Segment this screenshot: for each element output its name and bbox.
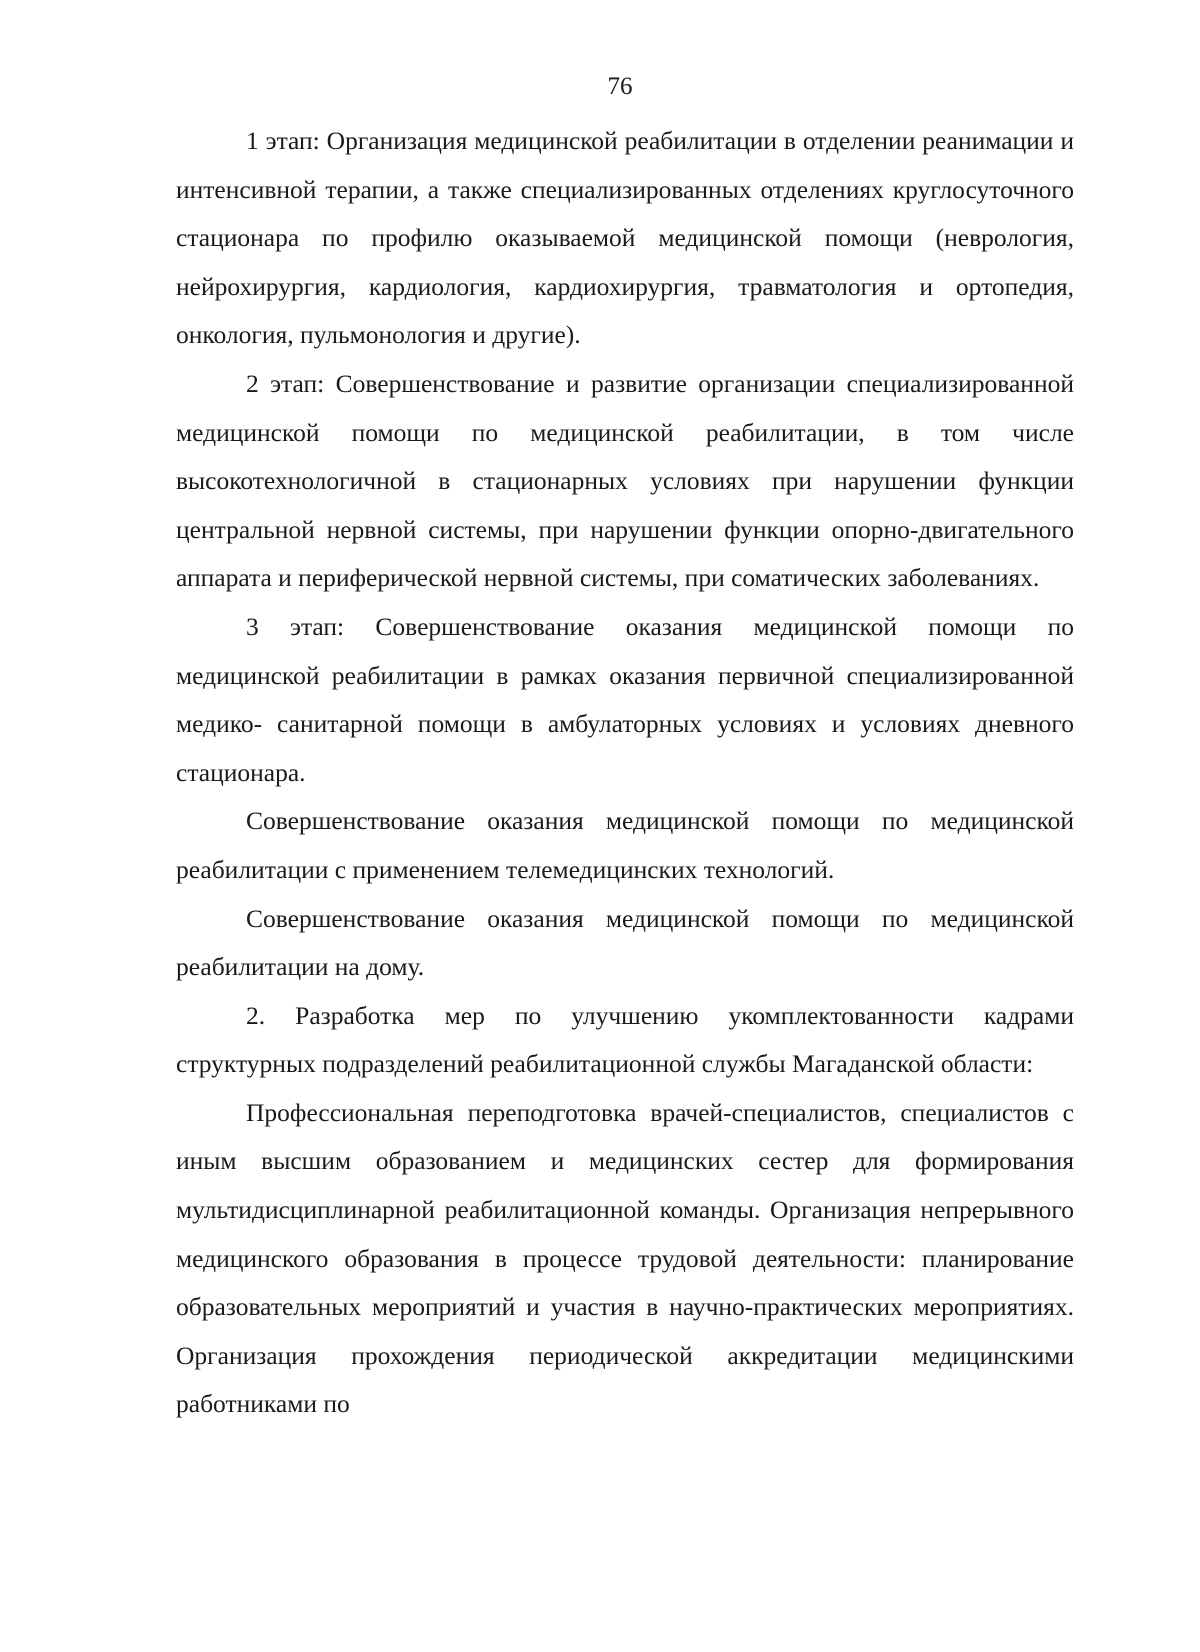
document-body (176, 117, 1074, 1429)
paragraph-professional-training: Профессиональная переподготовка врачей-специалистов, специалистов с иным высшим образованием и медицинских сестер для формирования мультидисциплинарной реабилитационной команды. Организация непрерывного медицинского образования в процессе трудовой деятельности: планирование образовательных мероприятий и участия в научно-практических мероприятиях. Организация прохождения периодической аккредитации медицинскими работниками по (176, 1097, 1074, 1419)
paragraph-stage-1: 1 этап: Организация медицинской реабилитации в отделении реанимации и интенсивной терапии, а также специализированных отделениях круглосуточного стационара по профилю оказываемой медицинской помощи (неврология, нейрохирургия, кардиология, кардиохирургия, травматология и ортопедия, онкология, пульмонология и другие). (176, 126, 1074, 350)
paragraph-stage-2: 2 этап: Совершенствование и развитие организации специализированной медицинской помощи по медицинской реабилитации, в том числе высокотехнологичной в стационарных условиях при нарушении функции центральной нервной системы, при нарушении функции опорно-двигательного аппарата и периферической нервной системы, при соматических заболеваниях. (176, 368, 1074, 593)
paragraph-staffing-measures: 2. Разработка мер по улучшению укомплектованности кадрами структурных подразделений реабилитационной службы Магаданской области: (176, 1000, 1074, 1079)
page-number: 76 (607, 73, 633, 100)
paragraph-home-rehabilitation: Совершенствование оказания медицинской помощи по медицинской реабилитации на дому. (176, 903, 1074, 982)
paragraph-telemedicine: Совершенствование оказания медицинской помощи по медицинской реабилитации с применением телемедицинских технологий. (176, 806, 1074, 884)
paragraph-stage-3: 3 этап: Совершенствование оказания медицинской помощи по медицинской реабилитации в рамках оказания первичной специализированной медико- санитарной помощи в амбулаторных условиях и условиях дневного стационара. (176, 611, 1074, 787)
